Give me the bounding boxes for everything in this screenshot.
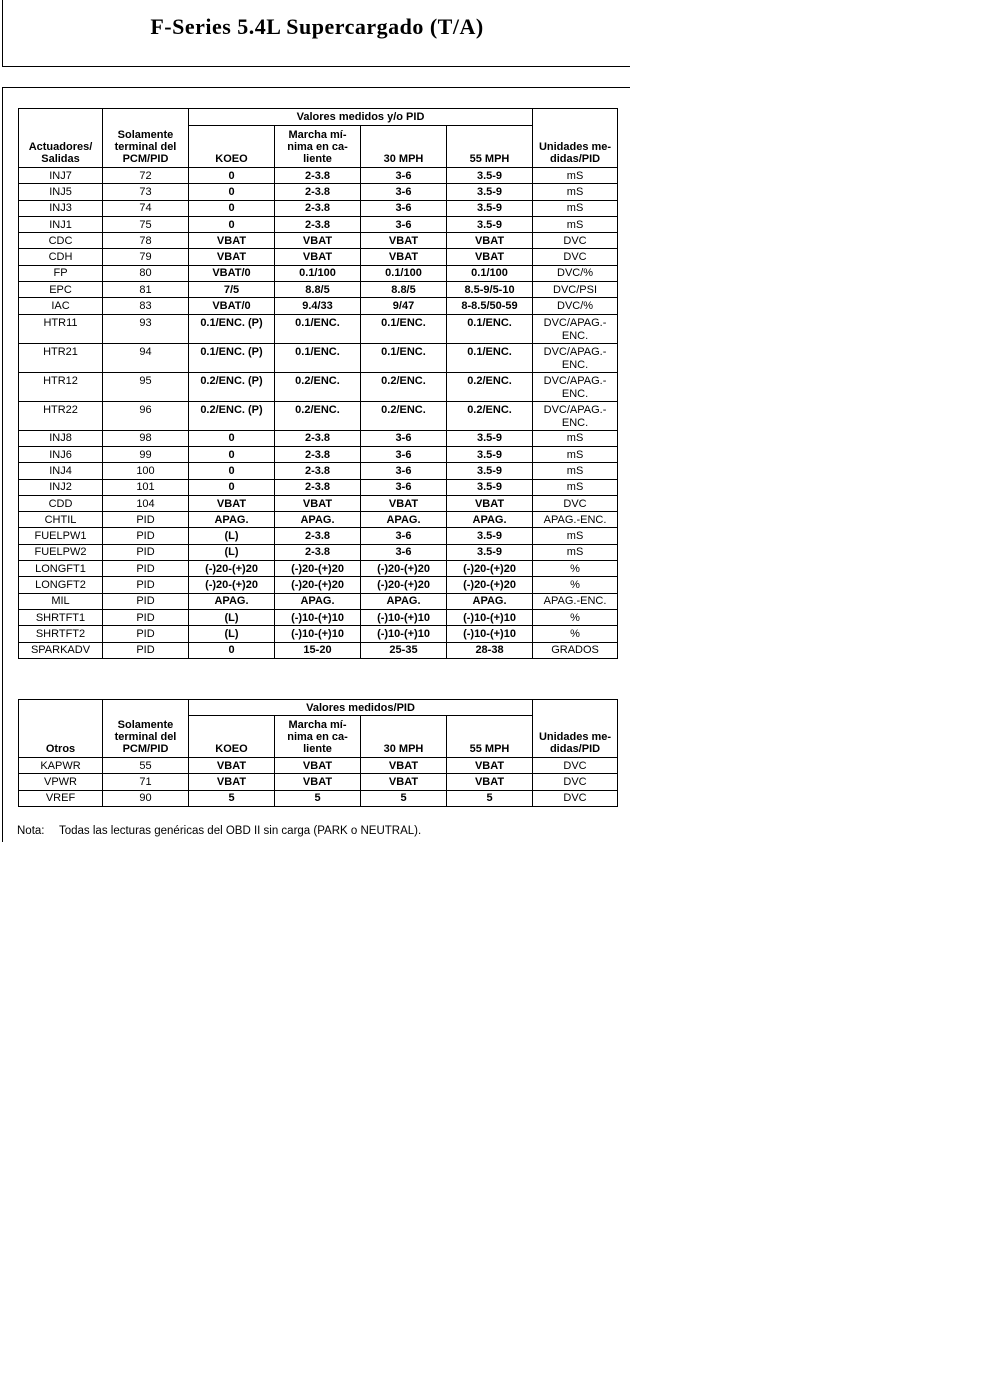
cell-signal: HTR22 [19,401,103,430]
cell-signal: CDC [19,233,103,249]
cell-koeo: 0 [189,216,275,232]
cell-unit: % [533,561,618,577]
cell-idle: 0.1/ENC. [275,314,361,343]
cell-koeo: APAG. [189,512,275,528]
cell-terminal: 74 [103,200,189,216]
cell-30mph: 3-6 [361,200,447,216]
cell-30mph: 3-6 [361,430,447,446]
cell-koeo: (L) [189,544,275,560]
cell-terminal: 95 [103,372,189,401]
cell-idle: VBAT [275,495,361,511]
cell-signal: INJ4 [19,463,103,479]
cell-55mph: 3.5-9 [447,216,533,232]
cell-signal: FUELPW2 [19,544,103,560]
cell-terminal: PID [103,609,189,625]
cell-signal: INJ3 [19,200,103,216]
table-row [19,626,618,642]
cell-koeo: VBAT [189,758,275,774]
cell-55mph: 0.1/ENC. [447,314,533,343]
table-row [19,528,618,544]
cell-unit: DVC/PSI [533,282,618,298]
cell-55mph: 8-8.5/50-59 [447,298,533,314]
cell-idle: APAG. [275,512,361,528]
table-row [19,609,618,625]
header-measured-values: Valores medidos y/o PID [189,109,533,126]
header-units: Unidades me- didas/PID [533,700,618,758]
cell-idle: 15-20 [275,642,361,658]
table-row [19,233,618,249]
cell-55mph: 3.5-9 [447,544,533,560]
cell-idle: 2-3.8 [275,446,361,462]
header-idle: Marcha mí- nima en ca- liente [275,716,361,758]
cell-unit: mS [533,184,618,200]
cell-55mph: VBAT [447,758,533,774]
footnote [17,825,421,837]
header-terminal: Solamente terminal del PCM/PID [103,109,189,168]
cell-terminal: 73 [103,184,189,200]
cell-idle: 8.8/5 [275,282,361,298]
cell-terminal: 96 [103,401,189,430]
cell-55mph: APAG. [447,593,533,609]
cell-koeo: (L) [189,609,275,625]
table-row [19,790,618,806]
cell-koeo: (-)20-(+)20 [189,561,275,577]
cell-unit: APAG.-ENC. [533,512,618,528]
header-idle: Marcha mí- nima en ca- liente [275,125,361,167]
cell-30mph: (-)10-(+)10 [361,609,447,625]
cell-idle: (-)20-(+)20 [275,561,361,577]
cell-terminal: PID [103,626,189,642]
cell-signal: CDD [19,495,103,511]
cell-idle: 0.2/ENC. [275,372,361,401]
cell-30mph: 0.1/ENC. [361,343,447,372]
page-title: F-Series 5.4L Supercargado (T/A) [150,14,484,39]
cell-unit: mS [533,216,618,232]
cell-idle: 2-3.8 [275,430,361,446]
cell-unit: GRADOS [533,642,618,658]
cell-55mph: 0.2/ENC. [447,401,533,430]
cell-signal: INJ8 [19,430,103,446]
cell-55mph: 28-38 [447,642,533,658]
cell-30mph: VBAT [361,495,447,511]
cell-signal: MIL [19,593,103,609]
cell-unit: DVC [533,249,618,265]
cell-unit: DVC/% [533,298,618,314]
cell-30mph: APAG. [361,512,447,528]
cell-55mph: APAG. [447,512,533,528]
cell-unit: mS [533,446,618,462]
cell-idle: VBAT [275,233,361,249]
cell-unit: DVC/APAG.- ENC. [533,401,618,430]
cell-30mph: 0.2/ENC. [361,372,447,401]
cell-unit: mS [533,168,618,184]
cell-koeo: APAG. [189,593,275,609]
cell-idle: 2-3.8 [275,168,361,184]
cell-terminal: PID [103,561,189,577]
cell-55mph: 3.5-9 [447,528,533,544]
table-row [19,577,618,593]
cell-unit: % [533,577,618,593]
cell-koeo: VBAT [189,774,275,790]
cell-koeo: (-)20-(+)20 [189,577,275,593]
cell-unit: DVC/APAG.- ENC. [533,343,618,372]
cell-30mph: 3-6 [361,528,447,544]
cell-30mph: APAG. [361,593,447,609]
table-row [19,561,618,577]
cell-signal: SHRTFT1 [19,609,103,625]
cell-idle: VBAT [275,249,361,265]
cell-unit: DVC [533,790,618,806]
cell-idle: 2-3.8 [275,216,361,232]
cell-30mph: 3-6 [361,446,447,462]
cell-idle: 2-3.8 [275,463,361,479]
cell-idle: VBAT [275,774,361,790]
cell-koeo: 0 [189,463,275,479]
cell-signal: INJ2 [19,479,103,495]
header-measured-values: Valores medidos/PID [189,700,533,716]
cell-koeo: 0 [189,446,275,462]
cell-idle: 2-3.8 [275,544,361,560]
table-row [19,372,618,401]
cell-signal: HTR11 [19,314,103,343]
cell-30mph: VBAT [361,774,447,790]
cell-koeo: 0.1/ENC. (P) [189,314,275,343]
cell-koeo: (L) [189,528,275,544]
table-row [19,168,618,184]
table-row [19,216,618,232]
cell-terminal: 104 [103,495,189,511]
cell-idle: (-)20-(+)20 [275,577,361,593]
header-koeo: KOEO [189,125,275,167]
cell-koeo: VBAT [189,249,275,265]
cell-idle: 2-3.8 [275,184,361,200]
cell-signal: FUELPW1 [19,528,103,544]
cell-terminal: PID [103,577,189,593]
cell-koeo: 0 [189,184,275,200]
cell-unit: DVC [533,495,618,511]
cell-55mph: 0.1/ENC. [447,343,533,372]
cell-signal: KAPWR [19,758,103,774]
cell-unit: DVC [533,774,618,790]
cell-idle: 2-3.8 [275,479,361,495]
cell-terminal: PID [103,642,189,658]
table-row [19,249,618,265]
cell-unit: mS [533,430,618,446]
cell-signal: EPC [19,282,103,298]
cell-koeo: 0.2/ENC. (P) [189,372,275,401]
cell-55mph: VBAT [447,495,533,511]
cell-idle: 0.2/ENC. [275,401,361,430]
cell-30mph: 25-35 [361,642,447,658]
cell-30mph: VBAT [361,758,447,774]
cell-koeo: (L) [189,626,275,642]
table-row [19,184,618,200]
cell-unit: DVC [533,758,618,774]
cell-unit: DVC/APAG.- ENC. [533,314,618,343]
cell-30mph: VBAT [361,233,447,249]
cell-terminal: 100 [103,463,189,479]
cell-55mph: 3.5-9 [447,200,533,216]
table-row [19,265,618,281]
table-row [19,512,618,528]
table-row [19,430,618,446]
cell-55mph: (-)20-(+)20 [447,561,533,577]
header-55mph: 55 MPH [447,716,533,758]
cell-signal: INJ7 [19,168,103,184]
cell-55mph: 0.2/ENC. [447,372,533,401]
cell-55mph: VBAT [447,233,533,249]
cell-unit: % [533,609,618,625]
cell-30mph: 0.2/ENC. [361,401,447,430]
cell-30mph: 5 [361,790,447,806]
cell-idle: APAG. [275,593,361,609]
cell-koeo: VBAT [189,495,275,511]
actuators-table [18,108,618,659]
cell-55mph: 3.5-9 [447,479,533,495]
cell-55mph: 3.5-9 [447,184,533,200]
cell-30mph: 3-6 [361,184,447,200]
cell-terminal: 99 [103,446,189,462]
cell-signal: LONGFT2 [19,577,103,593]
cell-unit: DVC/APAG.- ENC. [533,372,618,401]
cell-signal: INJ1 [19,216,103,232]
table-row [19,446,618,462]
cell-signal: INJ5 [19,184,103,200]
cell-terminal: 78 [103,233,189,249]
cell-koeo: 0.2/ENC. (P) [189,401,275,430]
table-row [19,200,618,216]
cell-55mph: 3.5-9 [447,446,533,462]
cell-unit: DVC [533,233,618,249]
cell-30mph: (-)20-(+)20 [361,561,447,577]
cell-30mph: 3-6 [361,544,447,560]
cell-terminal: 55 [103,758,189,774]
cell-signal: CDH [19,249,103,265]
cell-terminal: PID [103,512,189,528]
cell-idle: (-)10-(+)10 [275,626,361,642]
table-row [19,401,618,430]
cell-terminal: PID [103,593,189,609]
cell-55mph: 8.5-9/5-10 [447,282,533,298]
cell-signal: SHRTFT2 [19,626,103,642]
cell-koeo: 0.1/ENC. (P) [189,343,275,372]
cell-30mph: 3-6 [361,479,447,495]
header-30mph: 30 MPH [361,716,447,758]
cell-55mph: (-)10-(+)10 [447,609,533,625]
header-55mph: 55 MPH [447,125,533,167]
cell-signal: HTR12 [19,372,103,401]
cell-unit: mS [533,528,618,544]
table-row [19,314,618,343]
cell-unit: DVC/% [533,265,618,281]
cell-terminal: 94 [103,343,189,372]
cell-30mph: VBAT [361,249,447,265]
cell-terminal: PID [103,528,189,544]
cell-koeo: 0 [189,479,275,495]
cell-signal: VREF [19,790,103,806]
cell-unit: mS [533,479,618,495]
table-row [19,282,618,298]
cell-30mph: 3-6 [361,463,447,479]
cell-55mph: 0.1/100 [447,265,533,281]
cell-30mph: (-)20-(+)20 [361,577,447,593]
cell-30mph: (-)10-(+)10 [361,626,447,642]
cell-signal: VPWR [19,774,103,790]
cell-signal: IAC [19,298,103,314]
cell-30mph: 8.8/5 [361,282,447,298]
cell-signal: FP [19,265,103,281]
table-row [19,544,618,560]
cell-unit: mS [533,200,618,216]
cell-terminal: 81 [103,282,189,298]
title-frame [2,0,630,67]
cell-55mph: (-)20-(+)20 [447,577,533,593]
cell-55mph: 5 [447,790,533,806]
others-table [18,699,618,807]
cell-55mph: (-)10-(+)10 [447,626,533,642]
cell-signal: LONGFT1 [19,561,103,577]
cell-terminal: 80 [103,265,189,281]
table-row [19,343,618,372]
cell-idle: 5 [275,790,361,806]
cell-idle: 2-3.8 [275,200,361,216]
cell-terminal: 83 [103,298,189,314]
table-row [19,495,618,511]
cell-terminal: 72 [103,168,189,184]
cell-30mph: 3-6 [361,216,447,232]
cell-koeo: 7/5 [189,282,275,298]
cell-terminal: PID [103,544,189,560]
table-row [19,758,618,774]
cell-unit: mS [533,463,618,479]
cell-signal: HTR21 [19,343,103,372]
cell-idle: 0.1/100 [275,265,361,281]
cell-30mph: 0.1/100 [361,265,447,281]
cell-terminal: 98 [103,430,189,446]
cell-terminal: 93 [103,314,189,343]
cell-idle: 9.4/33 [275,298,361,314]
cell-terminal: 101 [103,479,189,495]
table-row [19,593,618,609]
cell-30mph: 0.1/ENC. [361,314,447,343]
header-koeo: KOEO [189,716,275,758]
cell-30mph: 9/47 [361,298,447,314]
cell-terminal: 75 [103,216,189,232]
cell-55mph: VBAT [447,774,533,790]
cell-koeo: VBAT [189,233,275,249]
cell-terminal: 90 [103,790,189,806]
cell-koeo: VBAT/0 [189,298,275,314]
cell-koeo: 0 [189,168,275,184]
cell-terminal: 79 [103,249,189,265]
table-row [19,642,618,658]
header-30mph: 30 MPH [361,125,447,167]
cell-koeo: 0 [189,642,275,658]
table-row [19,298,618,314]
cell-koeo: 0 [189,200,275,216]
cell-idle: (-)10-(+)10 [275,609,361,625]
cell-koeo: VBAT/0 [189,265,275,281]
cell-55mph: 3.5-9 [447,463,533,479]
cell-unit: APAG.-ENC. [533,593,618,609]
cell-signal: INJ6 [19,446,103,462]
cell-koeo: 5 [189,790,275,806]
cell-55mph: 3.5-9 [447,168,533,184]
cell-terminal: 71 [103,774,189,790]
header-units: Unidades me- didas/PID [533,109,618,168]
cell-signal: CHTIL [19,512,103,528]
header-others: Otros [19,700,103,758]
cell-55mph: 3.5-9 [447,430,533,446]
cell-idle: 0.1/ENC. [275,343,361,372]
cell-idle: 2-3.8 [275,528,361,544]
table-row [19,774,618,790]
cell-idle: VBAT [275,758,361,774]
cell-unit: % [533,626,618,642]
cell-unit: mS [533,544,618,560]
cell-koeo: 0 [189,430,275,446]
cell-55mph: VBAT [447,249,533,265]
footnote-text: Todas las lecturas genéricas del OBD II sin carga (PARK o NEUTRAL). [59,825,422,837]
header-actuators: Actuadores/ Salidas [19,109,103,168]
table-row [19,463,618,479]
cell-signal: SPARKADV [19,642,103,658]
table-row [19,479,618,495]
header-terminal: Solamente terminal del PCM/PID [103,700,189,758]
footnote-label: Nota: [17,825,45,837]
cell-30mph: 3-6 [361,168,447,184]
